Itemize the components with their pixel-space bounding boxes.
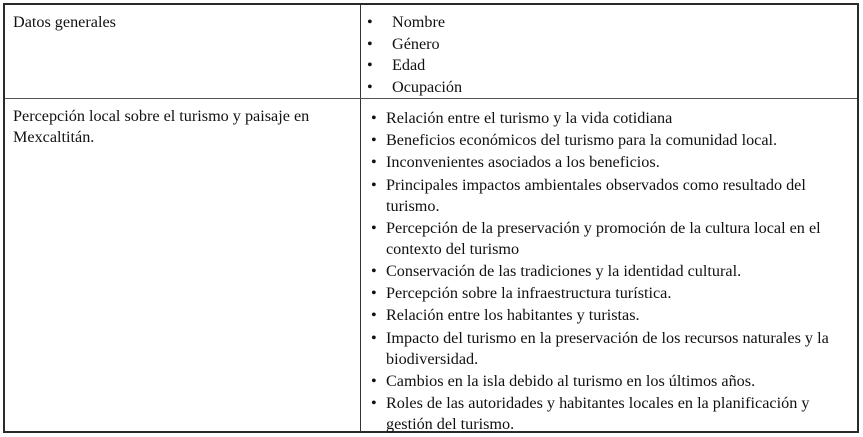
bullet-icon: • bbox=[371, 218, 377, 237]
list-item: • Ocupación bbox=[367, 77, 857, 99]
table-row-general-data bbox=[5, 5, 857, 99]
list-item: • Impacto del turismo en la preservación de los recursos naturales y la biodiversidad. bbox=[371, 328, 829, 368]
row-label-cell bbox=[5, 5, 361, 98]
list-item: • Conservación de las tradiciones y la identidad cultural. bbox=[371, 261, 742, 280]
bullet-icon: • bbox=[371, 328, 377, 347]
bullet-icon: • bbox=[371, 306, 377, 325]
row-label: Percepción local sobre el turismo y paisaje en Mexcaltitán. bbox=[13, 107, 310, 146]
list-item: • Roles de las autoridades y habitantes locales en la planificación y gestión del turismo. bbox=[371, 393, 810, 433]
list-item: • Percepción sobre la infraestructura turística. bbox=[371, 284, 672, 303]
list-item: • Relación entre los habitantes y turistas. bbox=[371, 306, 640, 325]
row-items-cell bbox=[361, 5, 857, 98]
table-row-local-perception bbox=[5, 99, 857, 433]
bullet-icon: • bbox=[371, 175, 377, 194]
bullet-icon: • bbox=[371, 393, 377, 412]
bullet-icon: • bbox=[367, 56, 373, 74]
bullet-icon: • bbox=[371, 371, 377, 390]
list-item: • Nombre bbox=[367, 12, 857, 34]
bullet-icon: • bbox=[371, 153, 377, 172]
list-item: • Percepción de la preservación y promoción de la cultura local en el contexto del turismo bbox=[371, 218, 821, 258]
bullet-icon: • bbox=[371, 131, 377, 150]
bullet-icon: • bbox=[367, 34, 373, 53]
bullet-icon: • bbox=[367, 77, 373, 96]
general-data-list bbox=[361, 5, 857, 98]
perception-topics-list bbox=[361, 99, 857, 435]
list-item: • Relación entre el turismo y la vida cotidiana bbox=[371, 109, 673, 127]
bullet-icon: • bbox=[371, 261, 377, 280]
bullet-icon: • bbox=[371, 109, 377, 127]
bullet-icon: • bbox=[367, 13, 373, 31]
list-item: • Inconvenientes asociados a los beneficios. bbox=[371, 153, 660, 172]
list-item: • Beneficios económicos del turismo para la comunidad local. bbox=[371, 131, 778, 150]
bullet-icon: • bbox=[371, 284, 377, 303]
row-label-cell bbox=[5, 99, 361, 433]
interview-topics-table bbox=[3, 3, 859, 433]
list-item: • Principales impactos ambientales observados como resultado del turismo. bbox=[371, 175, 806, 215]
list-item: • Cambios en la isla debido al turismo en los últimos años. bbox=[371, 371, 756, 390]
row-label: Datos generales bbox=[13, 13, 116, 31]
row-items-cell bbox=[361, 99, 857, 433]
list-item: • Género bbox=[367, 34, 857, 56]
list-item: • Edad bbox=[367, 55, 857, 77]
